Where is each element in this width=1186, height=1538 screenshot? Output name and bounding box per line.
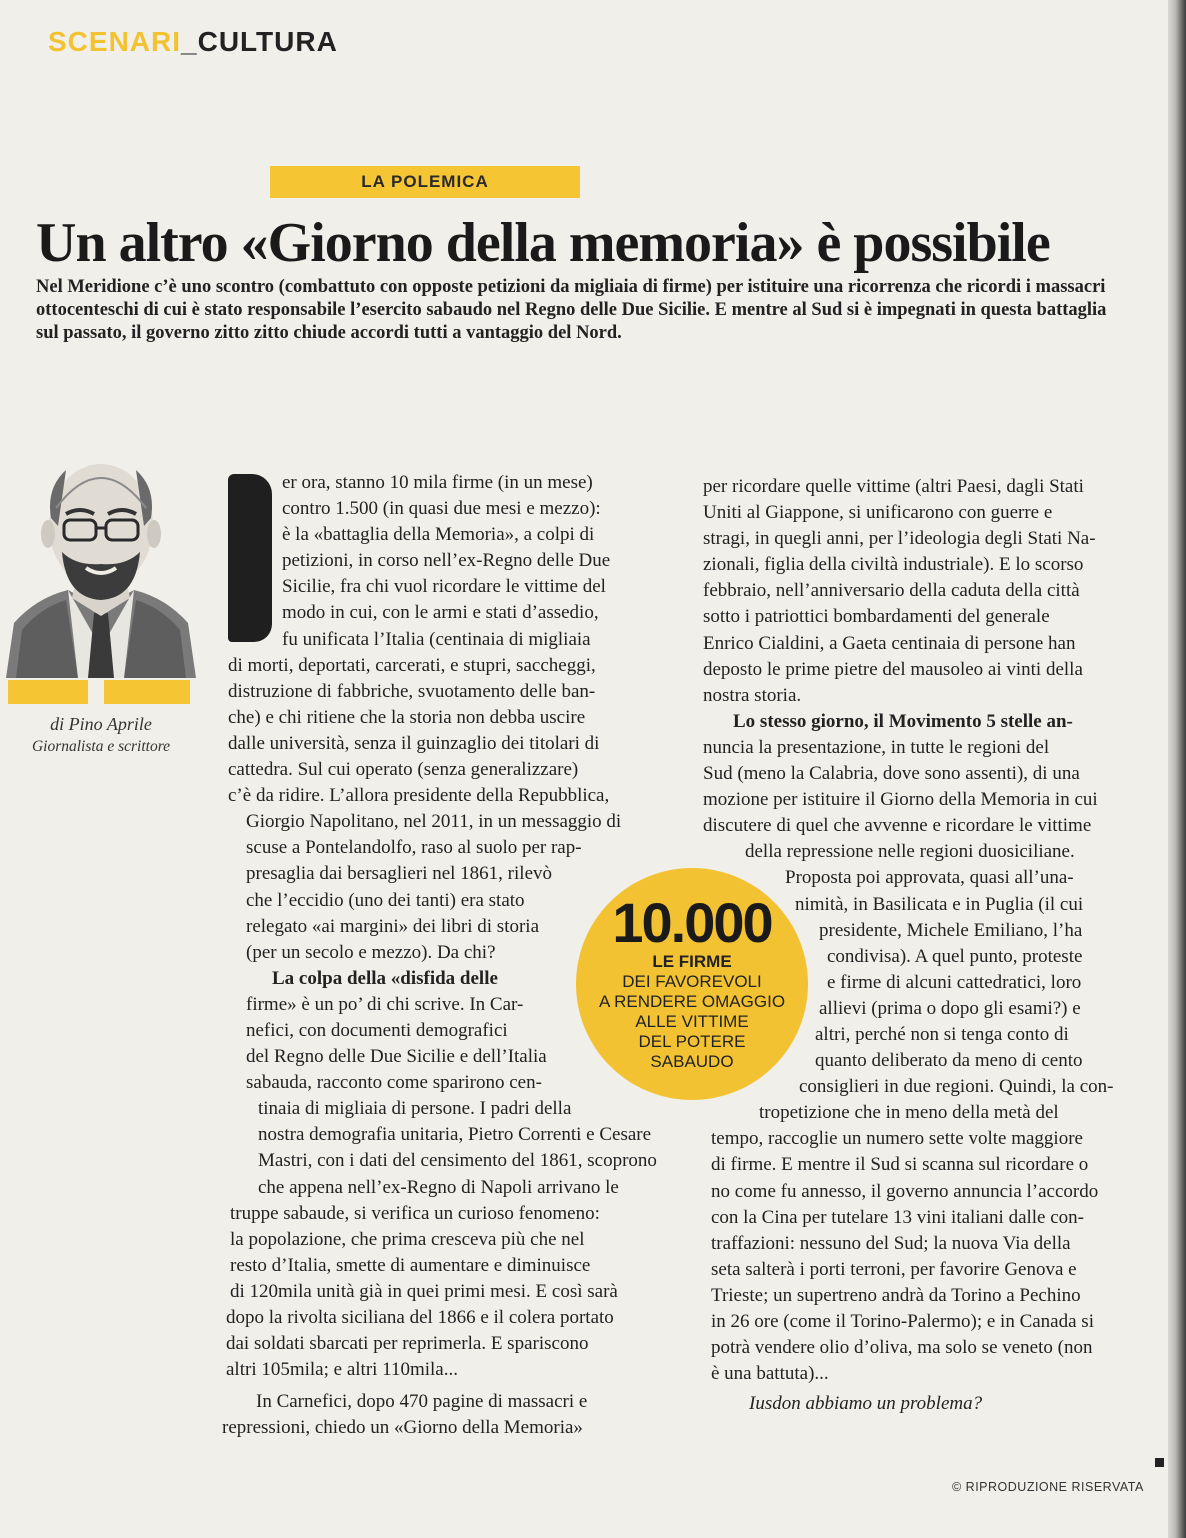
text-line: contro 1.500 (in quasi due mesi e mezzo): xyxy=(282,498,601,520)
author-name: di Pino Aprile xyxy=(50,714,152,734)
text-line: tropetizione che in meno della metà del xyxy=(759,1102,1059,1124)
text-line: è la «battaglia della Memoria», a colpi di xyxy=(282,524,595,546)
text-line: (per un secolo e mezzo). Da chi? xyxy=(246,941,496,963)
text-line: per ricordare quelle vittime (altri Paesi, dagli Stati xyxy=(703,476,1084,497)
text-line: nimità, in Basilicata e in Puglia (il cui xyxy=(795,893,1084,915)
pullquote-line: DEL POTERE xyxy=(638,1032,746,1051)
text-line: In Carnefici, dopo 470 pagine di massacri e xyxy=(256,1391,588,1413)
pullquote-number: 10.000 xyxy=(612,891,772,954)
pullquote-line: ALLE VITTIME xyxy=(635,1012,749,1031)
text-line: repressioni, chiedo un «Giorno della Memoria» xyxy=(222,1417,583,1439)
text-line: presidente, Michele Emiliano, l’ha xyxy=(819,919,1083,941)
pullquote-label: LE FIRME xyxy=(652,952,732,971)
text-line: tinaia di migliaia di persone. I padri della xyxy=(258,1098,572,1120)
text-line: è una battuta)... xyxy=(711,1363,829,1385)
text-line: firme» è un po’ di chi scrive. In Car- xyxy=(246,993,524,1015)
text-line: di morti, deportati, carcerati, e stupri, saccheggi, xyxy=(228,654,596,676)
standfirst: Nel Meridione c’è uno scontro (combattuto con opposte petizioni da migliaia di firme) per istituire una ricorrenza che ricordi i massacri ottocenteschi di cui è stato responsabile l’esercito sabaudo nel Regno delle Due Sicilie. E mentre al Sud si è impegnati in questa battaglia sul passato, il governo zitto zitto chiude accordi tutti a vantaggio del Nord. xyxy=(36,277,1107,343)
text-line: relegato «ai margini» dei libri di storia xyxy=(246,915,540,937)
text-line: di firme. E mentre il Sud si scanna sul ricordare o xyxy=(711,1154,1089,1176)
byline-decoration-left xyxy=(8,680,88,704)
text-line: dalle università, senza il guinzaglio dei titolari di xyxy=(228,732,600,754)
text-line: truppe sabaude, si verifica un curioso fenomeno: xyxy=(230,1202,600,1224)
text-line: Lo stesso giorno, il Movimento 5 stelle an- xyxy=(733,710,1073,732)
text-line: petizioni, in corso nell’ex-Regno delle Due xyxy=(282,550,611,572)
text-line: La colpa della «disfida delle xyxy=(272,967,498,989)
text-line: Enrico Cialdini, a Gaeta centinaia di persone han xyxy=(703,632,1076,654)
text-line: er ora, stanno 10 mila firme (in un mese) xyxy=(282,472,593,493)
text-line: deposto le prime pietre del mausoleo ai vinti della xyxy=(703,658,1083,680)
section-header xyxy=(48,26,338,58)
text-line: dai soldati sbarcati per reprimerla. E spariscono xyxy=(226,1333,589,1355)
text-line: resto d’Italia, smette di aumentare e diminuisce xyxy=(230,1254,591,1276)
text-line: allievi (prima o dopo gli esami?) e xyxy=(819,997,1081,1019)
text-line: Uniti al Giappone, si unificarono con guerre e xyxy=(703,502,1053,524)
text-line: scuse a Pontelandolfo, raso al suolo per rap- xyxy=(246,837,582,859)
kicker-label: LA POLEMICA xyxy=(270,166,580,198)
text-line: altri 105mila; e altri 110mila... xyxy=(226,1359,458,1381)
text-line: di 120mila unità già in quei primi mesi. E così sarà xyxy=(230,1280,618,1302)
text-line: sabauda, racconto come sparirono cen- xyxy=(246,1072,542,1094)
byline-decoration-right xyxy=(104,680,190,704)
text-line: condivisa). A quel punto, proteste xyxy=(827,945,1083,967)
text-line: tempo, raccoglie un numero sette volte maggiore xyxy=(711,1128,1083,1150)
text-line: discutere di quel che avvenne e ricordare le vittime xyxy=(703,815,1092,837)
text-line: con la Cina per tutelare 13 vini italiani dalle con- xyxy=(711,1206,1085,1228)
text-line: Mastri, con i dati del censimento del 1861, scoprono xyxy=(258,1150,657,1172)
byline xyxy=(8,712,194,758)
text-line: febbraio, nell’anniversario della caduta della città xyxy=(703,580,1080,602)
text-line: sotto i patriottici bombardamenti del generale xyxy=(703,606,1050,628)
author-portrait-icon xyxy=(6,448,196,678)
page-edge xyxy=(1168,0,1186,1538)
text-line: presaglia dai bersaglieri nel 1861, rilevò xyxy=(246,863,553,885)
text-line: nuncia la presentazione, in tutte le regioni del xyxy=(703,736,1050,758)
drop-cap: P xyxy=(228,474,272,642)
text-line: c’è da ridire. L’allora presidente della Repubblica, xyxy=(228,785,610,807)
text-line: Trieste; un supertreno andrà da Torino a Pechino xyxy=(711,1284,1081,1306)
text-line: modo in cui, con le armi e stati d’assedio, xyxy=(282,602,599,624)
text-line: Iusdon abbiamo un problema? xyxy=(749,1393,983,1415)
text-line: distruzione di fabbriche, svuotamento delle ban- xyxy=(228,680,596,702)
text-line: in 26 ore (come il Torino-Palermo); e in Canada si xyxy=(711,1311,1094,1332)
pullquote-line: SABAUDO xyxy=(650,1052,734,1071)
text-line: consiglieri in due regioni. Quindi, la con- xyxy=(799,1076,1114,1098)
text-line: Proposta poi approvata, quasi all’una- xyxy=(785,867,1074,889)
text-line: della repressione nelle regioni duosiciliane. xyxy=(745,841,1075,863)
headline: Un altro «Giorno della memoria» è possibile xyxy=(36,212,1050,274)
pullquote-line: A RENDERE OMAGGIO xyxy=(598,992,786,1011)
section-subname: CULTURA xyxy=(197,26,338,57)
section-name: SCENARI xyxy=(48,26,182,57)
text-line: quanto deliberato da meno di cento xyxy=(815,1050,1083,1072)
text-line: no come fu annesso, il governo annuncia l’accordo xyxy=(711,1180,1099,1202)
text-line: Giorgio Napolitano, nel 2011, in un messaggio di xyxy=(246,811,622,833)
text-line: che l’eccidio (uno dei tanti) era stato xyxy=(246,889,525,911)
text-line: cattedra. Sul cui operato (senza generalizzare) xyxy=(228,759,579,781)
author-role: Giornalista e scrittore xyxy=(31,738,171,755)
text-line: nostra storia. xyxy=(703,684,802,706)
text-line: Sicilie, fra chi vuol ricordare le vittime del xyxy=(282,576,606,598)
end-of-article-icon xyxy=(1155,1458,1164,1467)
text-line: potrà vendere olio d’oliva, ma solo se veneto (non xyxy=(711,1337,1093,1359)
text-line: dopo la rivolta siciliana del 1866 e il colera portato xyxy=(226,1307,614,1328)
text-line: nostra demografia unitaria, Pietro Correnti e Cesare xyxy=(258,1124,652,1146)
text-line: fu unificata l’Italia (centinaia di migliaia xyxy=(282,628,591,650)
text-line: seta salterà i porti terroni, per favorire Genova e xyxy=(711,1258,1077,1280)
text-line: altri, perché non si tenga conto di xyxy=(815,1023,1069,1045)
section-separator: _ xyxy=(181,26,198,57)
text-line: la popolazione, che prima cresceva più che nel xyxy=(230,1228,585,1250)
text-line: nefici, con documenti demografici xyxy=(246,1019,508,1041)
text-line: del Regno delle Due Sicilie e dell’Italia xyxy=(246,1046,547,1068)
text-line: Sud (meno la Calabria, dove sono assenti), di una xyxy=(703,763,1080,785)
text-line: mozione per istituire il Giorno della Memoria in cui xyxy=(703,789,1098,811)
text-line: stragi, in quegli anni, per l’ideologia degli Stati Na- xyxy=(703,528,1096,550)
pullquote-line: DEI FAVOREVOLI xyxy=(622,972,762,991)
text-line: che) e chi ritiene che la storia non debba uscire xyxy=(228,706,586,728)
text-line: e firme di alcuni cattedratici, loro xyxy=(827,971,1082,993)
text-line: zionali, figlia della civiltà industriale). E lo scorso xyxy=(703,554,1084,576)
text-line: traffazioni: nessuno del Sud; la nuova Via della xyxy=(711,1232,1071,1254)
text-line: che appena nell’ex-Regno di Napoli arrivano le xyxy=(258,1176,619,1198)
copyright-notice: © RIPRODUZIONE RISERVATA xyxy=(952,1480,1144,1494)
pullquote-circle xyxy=(576,868,808,1100)
